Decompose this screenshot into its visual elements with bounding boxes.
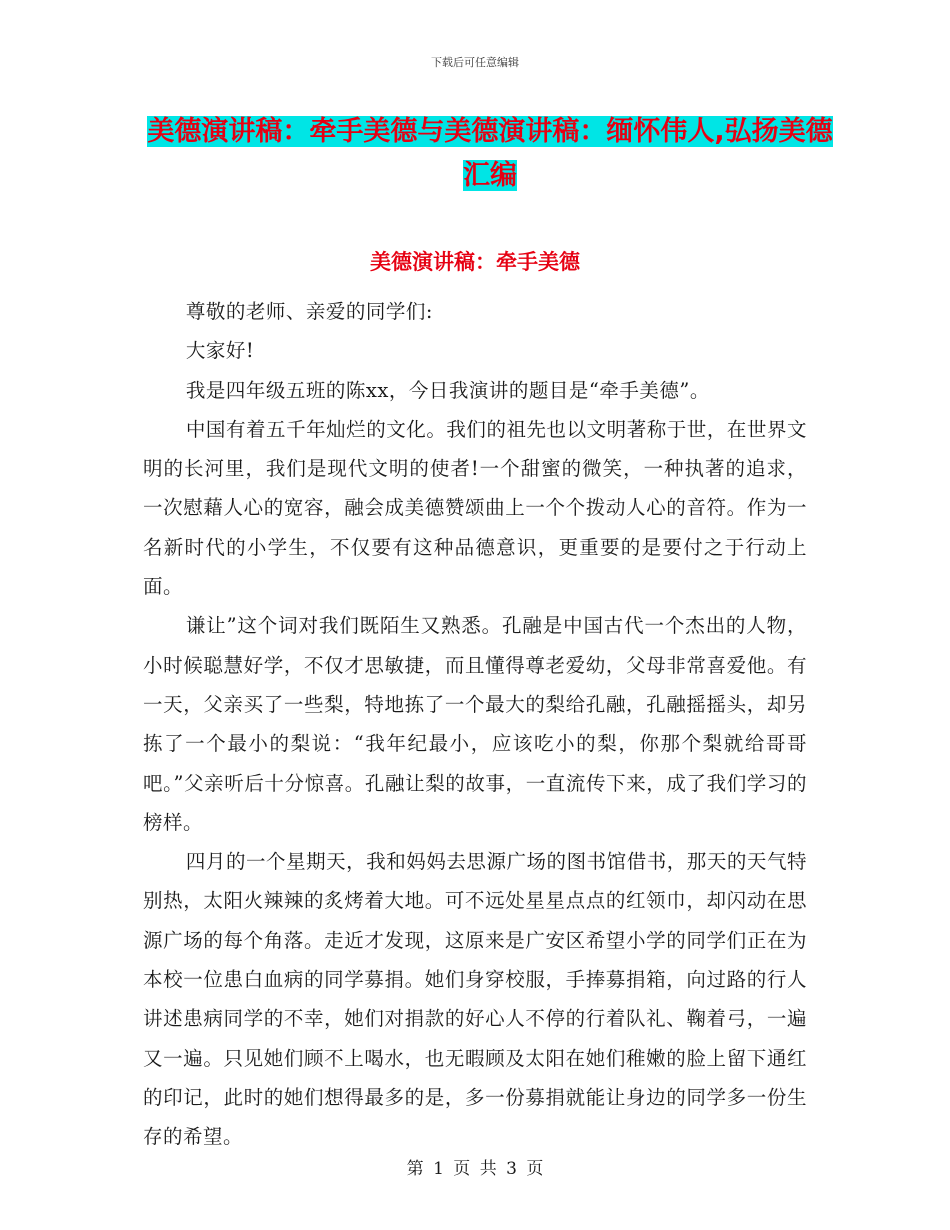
document-title-text: 美德演讲稿：牵手美德与美德演讲稿：缅怀伟人,弘扬美德汇编 [147, 116, 833, 191]
paragraph: 谦让”这个词对我们既陌生又熟悉。孔融是中国古代一个杰出的人物，小时候聪慧好学，不仅才思敏捷，而且懂得尊老爱幼，父母非常喜爱他。有一天，父亲买了一些梨，特地拣了一个最大的梨给孔融，孔融摇摇头，却另拣了一个最小的梨说：“我年纪最小，应该吃小的梨，你那个梨就给哥哥吧。”父亲听后十分惊喜。孔融让梨的故事，一直流传下来，成了我们学习的榜样。 [143, 614, 807, 834]
page-footer: 第 1 页 共 3 页 [406, 1159, 544, 1179]
paragraph: 尊敬的老师、亲爱的同学们: [185, 300, 433, 323]
section-title: 美德演讲稿：牵手美德 [370, 250, 580, 274]
paragraph: 大家好! [185, 339, 255, 363]
paragraph: 四月的一个星期天，我和妈妈去思源广场的图书馆借书，那天的天气特别热，太阳火辣辣的炙烤着大地。可不远处星星点点的红领巾，却闪动在思源广场的每个角落。走近才发现，这原来是广安区希望小学的同学们正在为本校一位患白血病的同学募捐。她们身穿校服，手捧募捐箱，向过路的行人讲述患病同学的不幸，她们对捐款的好心人不停的行着队礼、鞠着弓，一遍又一遍。只见她们顾不上喝水，也无暇顾及太阳在她们稚嫩的脸上留下通红的印记，此时的她们想得最多的是，多一份募捐就能让身边的同学多一份生存的希望。 [143, 850, 807, 1149]
body-text [143, 292, 807, 1157]
page-header-note: 下载后可任意编辑 [431, 56, 519, 69]
paragraph: 我是四年级五班的陈xx，今日我演讲的题目是“牵手美德”。 [185, 378, 710, 402]
paragraph: 中国有着五千年灿烂的文化。我们的祖先也以文明著称于世，在世界文明的长河里，我们是现代文明的使者!一个甜蜜的微笑，一种执著的追求，一次慰藉人心的宽容，融会成美德赞颂曲上一个个拨动人心的音符。作为一名新时代的小学生，不仅要有这种品德意识，更重要的是要付之于行动上面。 [143, 417, 807, 599]
document-title [140, 110, 840, 198]
